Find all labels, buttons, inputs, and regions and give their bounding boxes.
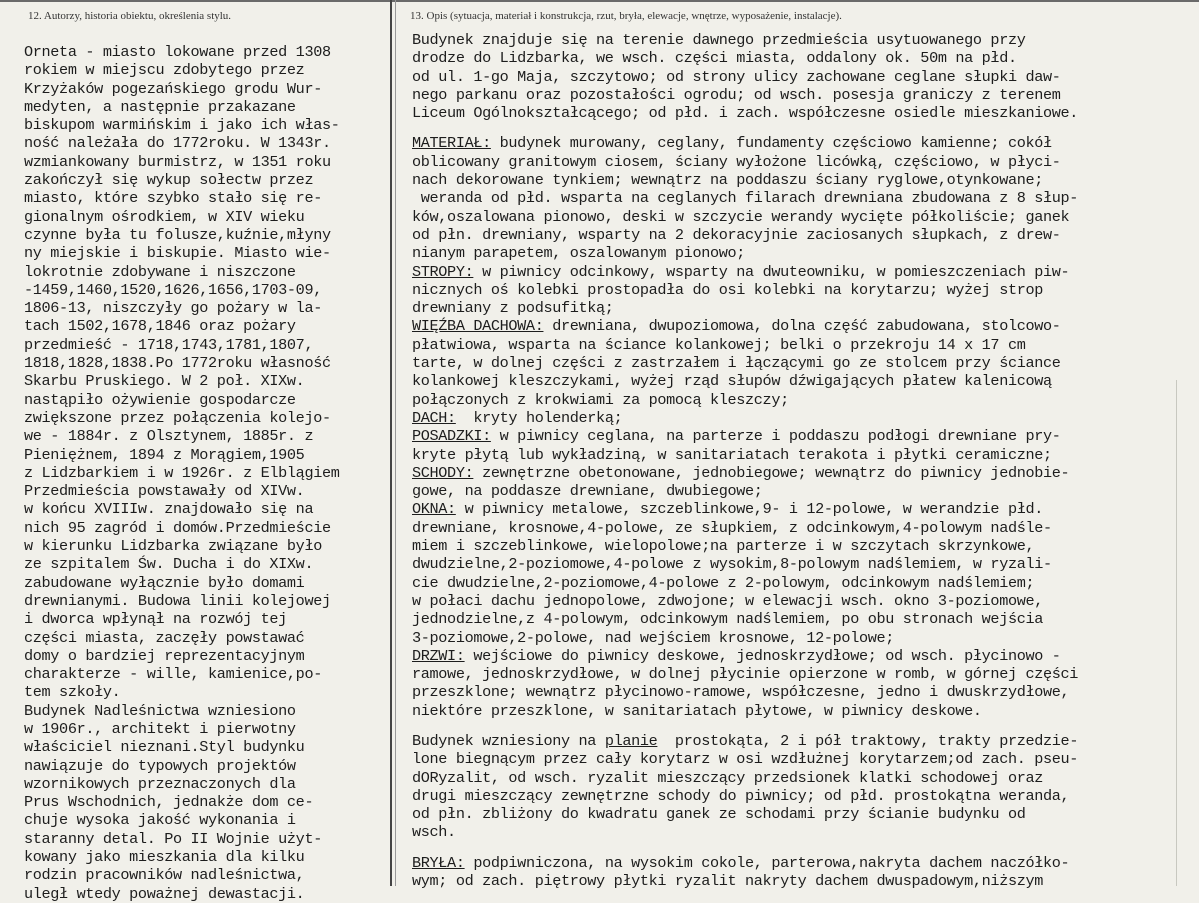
line-text: Liceum Ogólnokształcącego; od płd. i zach. współczesne osiedle mieszkaniowe. [412,104,1079,123]
line-text: oblicowany granitowym ciosem, ściany wyłożone licówką, częściowo, w płyci- [412,152,1061,171]
inline-label: planie [604,731,658,750]
line-text: w piwnicy ceglana, na parterze i poddaszu podłogi drewniane pry- [490,427,1061,446]
history-line: wzornikowych przeznaczonych dla [24,774,296,793]
section-label: DACH: [412,408,456,427]
column-divider-secondary [395,0,396,886]
line-text: podpiwniczona, na wysokim cokole, parterowa,nakryta dachem naczółko- [464,853,1070,872]
line-text: wym; od zach. piętrowy płytki ryzalit nakryty dachem dwuspadowym,niższym [412,872,1044,891]
line-text: drugi mieszczący zewnętrzne schody do piwnicy; od płd. prostokątna weranda, [412,786,1070,805]
description-line [412,592,1182,610]
line-text: wsch. [412,823,456,842]
line-text: w połaci dachu jednopolowe, zdwojone; w elewacji wsch. okno 3-poziomowe, [412,591,1044,610]
section-label: DRZWI: [412,646,465,665]
line-text: w piwnicy odcinkowy, wsparty na dwuteowniku, w pomieszczeniach piw- [473,262,1070,281]
line-text: Budynek wzniesiony na [412,731,605,750]
description-line [412,610,1182,628]
description-line [412,104,1182,122]
history-line: miasto, które szybko stało się re- [24,189,322,208]
history-line: ze szpitalem Św. Ducha i do XIXw. [24,555,314,574]
description-line [412,317,1182,335]
line-text: drewniane, krosnowe,4-polowe, ze słupkiem, z odcinkowym,4-polowym nadśle- [412,518,1052,537]
history-line: właściciel nieznani.Styl budynku [24,738,305,757]
line-text: kryty holenderką; [455,408,623,427]
history-line: czynne była tu folusze,kuźnie,młyny [24,225,331,244]
description-line [412,574,1182,592]
history-line: domy o bardziej reprezentacyjnym [24,646,305,665]
history-line: Prus Wschodnich, jednakże dom ce- [24,793,314,812]
description-line [412,68,1182,86]
top-border [0,0,1199,2]
description-line [412,805,1182,823]
history-line: charakterze - wille, kamienice,po- [24,665,322,684]
section-12-header: 12. Autorzy, historia obiektu, określenia stylu. [28,10,232,22]
line-text: od płn. drewniany, wsparty na 2 dekoracyjnie zaciosanych słupkach, z drew- [412,225,1061,244]
history-line: uległ wtedy poważnej dewastacji. [24,884,305,903]
line-text: tarte, w dolnej części z zastrzałem i łączącymi go ze stolcem przy ściance [412,354,1061,373]
history-line: rokiem w miejscu zdobytego przez [24,61,305,80]
history-line: zabudowane wyłącznie było domami [24,573,305,592]
history-line: i dworca wpłynął na rozwój tej [24,610,287,629]
description-line [412,702,1182,720]
history-line: nawiązuje do typowych projektów [24,756,296,775]
history-line: medyten, a następnie przakazane [24,97,296,116]
line-text: lone biegnącym przez cały korytarz w osi wzdłużnej korytarzem;od zach. pseu- [412,750,1079,769]
line-text: dORyzalit, od wsch. ryzalit mieszczący przedsionek klatki schodowej oraz [412,768,1044,787]
history-line: Pieniężnem, 1894 z Morągiem,1905 [24,445,305,464]
description-line [412,336,1182,354]
line-text: gowe, na poddasze drewniane, dwubiegowe; [412,482,763,501]
description-line [412,427,1182,445]
history-line: w końcu XVIIIw. znajdowało się na [24,500,314,519]
history-line: zakończył się wykup sołectw przez [24,171,314,190]
description-line [412,409,1182,427]
history-line: w kierunku Lidzbarka związane było [24,537,322,556]
line-text: miem i szczeblinkowe, wielopolowe;na parterze i w szczytach skrzynkowe, [412,537,1035,556]
description-line [412,769,1182,787]
section-label: OKNA: [412,500,456,519]
column-divider [390,0,392,886]
line-text: kolankowej kleszczykami, wyżej rząd słupów dźwigających płatew kalenicową [412,372,1052,391]
section-13-header: 13. Opis (sytuacja, materiał i konstrukcja, rzut, bryła, elewacje, wnętrze, wyposażenie, instalacje). [410,10,842,22]
line-text: cie dwudzielne,2-poziomowe,4-polowe z 2-polowym, odcinkowym nadślemiem; [412,573,1035,592]
line-text: budynek murowany, ceglany, fundamenty częściowo kamienne; cokół [490,134,1052,153]
description-line [412,787,1182,805]
history-line: lokrotnie zdobywane i niszczone [24,262,296,281]
history-line: 1806-13, niszczyły go pożary w la- [24,299,322,318]
description-line [412,281,1182,299]
line-text: weranda od płd. wsparta na ceglanych filarach drewniana zbudowana z 8 słup- [412,189,1079,208]
history-line: tem szkoły. [24,683,121,702]
paragraph-gap [412,842,1182,854]
history-line: Skarbu Pruskiego. W 2 poł. XIXw. [24,372,305,391]
description-line [412,134,1182,152]
line-text: płatwiowa, wsparta na ściance kolankowej; belki o przekroju 14 x 17 cm [412,335,1026,354]
history-line: wzmiankowany burmistrz, w 1351 roku [24,152,331,171]
line-text: nach dekorowane tynkiem; wewnątrz na poddaszu ściany ryglowe,otynkowane; [412,171,1044,190]
description-line [412,354,1182,372]
history-line: biskupom warmińskim i jako ich włas- [24,116,340,135]
description-line [412,226,1182,244]
description-line [412,519,1182,537]
history-line: Przedmieścia powstawały od XIVw. [24,482,305,501]
line-text: niektóre przeszklone, w sanitariatach płytowe, w piwnicy deskowe. [412,701,982,720]
history-line: gionalnym ośrodkiem, w XIV wieku [24,207,305,226]
history-line: tach 1502,1678,1846 oraz pożary [24,317,296,336]
line-text: drodze do Lidzbarka, we wsch. części miasta, oddalony ok. 50m na płd. [412,49,1017,68]
description-line [412,189,1182,207]
line-text: Budynek znajduje się na terenie dawnego przedmieścia usytuowanego przy [412,31,1026,49]
description-line [412,750,1182,768]
line-text: kryte płytą lub wykładziną, w sanitariatach terakota i płytki ceramiczne; [412,445,1052,464]
line-text: przeszklone; wewnątrz płycinowo-ramowe, współczesne, jedno i dwuskrzydłowe, [412,683,1070,702]
line-text: drewniana, dwupoziomowa, dolna część zabudowana, stolcowo- [543,317,1061,336]
line-text: od ul. 1-go Maja, szczytowo; od strony ulicy zachowane ceglane słupki daw- [412,67,1061,86]
line-text: połączonych z krokwiami za pomocą kleszczy; [412,390,789,409]
description-line [412,171,1182,189]
line-text: nicznych oś kolebki prostopadła do osi kolebki na korytarzu; wyżej strop [412,280,1044,299]
description-line [412,391,1182,409]
description-line [412,263,1182,281]
history-line: ny miejskie i biskupie. Miasto wie- [24,244,331,263]
line-text: wejściowe do piwnicy deskowe, jednoskrzydłowe; od wsch. płycinowo - [464,646,1061,665]
description-line [412,482,1182,500]
description-line [412,537,1182,555]
history-line: Orneta - miasto lokowane przed 1308 [24,43,331,61]
description-line [412,153,1182,171]
section-label: SCHODY: [412,463,474,482]
description-line [412,665,1182,683]
description-line [412,372,1182,390]
description-line [412,244,1182,262]
history-line: staranny detal. Po II Wojnie użyt- [24,829,322,848]
description-line [412,500,1182,518]
line-text: nianym parapetem, oszalowanym pionowo; [412,244,746,263]
description-line [412,872,1182,890]
description-line [412,732,1182,750]
line-text: nego parkanu oraz pozostałości ogrodu; od wsch. posesja graniczy z terenem [412,85,1061,104]
history-line: kowany jako mieszkania dla kilku [24,848,305,867]
description-line [412,446,1182,464]
history-line: Krzyżaków pogezańskiego grodu Wur- [24,79,322,98]
paragraph-gap [412,122,1182,134]
history-line: części miasta, zaczęły powstawać [24,628,305,647]
line-text: jednodzielne,z 4-polowym, odcinkowym nadślemiem, po obu stronach wejścia [412,610,1044,629]
section-label: STROPY: [412,262,474,281]
history-text-column [24,43,389,903]
line-text: ramowe, jednoskrzydłowe, w dolnej płycinie opierzone w romb, w górnej części [412,665,1079,684]
description-line [412,464,1182,482]
line-text: zewnętrzne obetonowane, jednobiegowe; wewnątrz do piwnicy jednobie- [473,463,1070,482]
history-line: -1459,1460,1520,1626,1656,1703-09, [24,280,322,299]
history-line: nastąpiło ożywienie gospodarcze [24,390,296,409]
paragraph-gap [412,720,1182,732]
history-line: przedmieść - 1718,1743,1781,1807, [24,335,314,354]
description-line [412,854,1182,872]
line-text: od płn. zbliżony do kwadratu ganek ze schodami przy ścianie budynku od [412,805,1026,824]
description-line [412,629,1182,647]
section-label: WIĘŹBA DACHOWA: [412,317,544,336]
history-line: rodzin pracowników nadleśnictwa, [24,866,305,885]
history-line: zwiększone przez połączenia kolejo- [24,408,331,427]
description-line [412,86,1182,104]
description-line [412,823,1182,841]
history-line: z Lidzbarkiem i w 1926r. z Elblągiem [24,463,340,482]
history-line: w 1906r., architekt i pierwotny [24,719,296,738]
section-label: MATERIAŁ: [412,134,491,153]
description-line [412,299,1182,317]
description-line [412,683,1182,701]
description-line [412,647,1182,665]
section-label: BRYŁA: [412,853,465,872]
history-line: we - 1884r. z Olsztynem, 1885r. z [24,427,314,446]
description-line [412,555,1182,573]
history-line: ność należała do 1772roku. W 1343r. [24,134,331,153]
line-text: ków,oszalowana pionowo, deski w szczycie werandy wycięte półkoliście; ganek [412,207,1070,226]
line-text: 3-poziomowe,2-polowe, nad wejściem krosnowe, 12-polowe; [412,628,895,647]
line-text: dwudzielne,2-poziomowe,4-polowe z wysokim,8-polowym nadślemiem, w ryzali- [412,555,1052,574]
section-label: POSADZKI: [412,427,491,446]
line-text: w piwnicy metalowe, szczeblinkowe,9- i 12-polowe, w werandzie płd. [455,500,1044,519]
description-line [412,208,1182,226]
history-line: nich 95 zagród i domów.Przedmieście [24,518,331,537]
description-line [412,31,1182,49]
line-text: drewniany z podsufitką; [412,299,614,318]
description-line [412,49,1182,67]
line-text-after: prostokąta, 2 i pół traktowy, trakty przedzie- [657,731,1079,750]
history-line: 1818,1828,1838.Po 1772roku własność [24,354,331,373]
history-line: chuje wysoka jakość wykonania i [24,811,296,830]
description-text-column [412,31,1182,890]
history-line: Budynek Nadleśnictwa wzniesiono [24,701,296,720]
history-line: drewnianymi. Budowa linii kolejowej [24,591,331,610]
